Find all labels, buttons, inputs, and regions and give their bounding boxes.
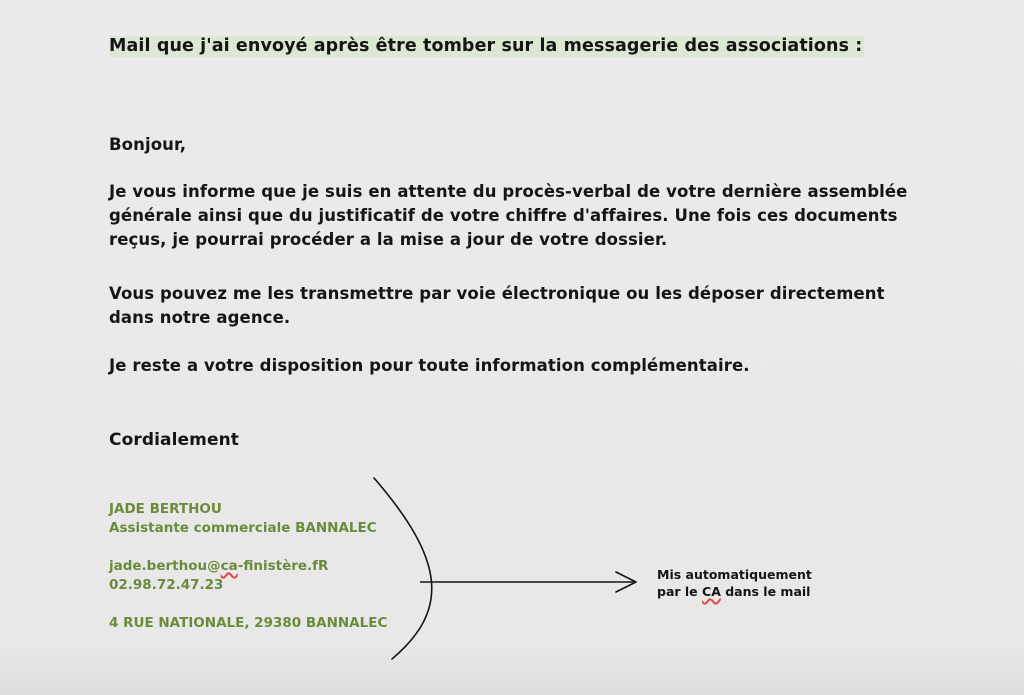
signature-address: 4 RUE NATIONALE, 29380 BANNALEC (109, 615, 388, 631)
signature-email-ca: ca (220, 558, 238, 574)
email-signature (109, 500, 387, 633)
annotation-ca: CA (702, 584, 721, 599)
signature-spacer (109, 538, 387, 557)
page-heading (109, 35, 864, 57)
email-greeting: Bonjour, (109, 135, 187, 154)
email-paragraph-2: Vous pouvez me les transmettre par voie électronique ou les déposer directement dans notre agence. (109, 284, 885, 327)
signature-phone: 02.98.72.47.23 (109, 577, 224, 593)
signature-email (109, 557, 387, 576)
signature-name: JADE BERTHOU (109, 501, 222, 517)
annotation-line-1: Mis automatiquement (657, 567, 812, 582)
email-paragraph-1: Je vous informe que je suis en attente du procès-verbal de votre dernière assemblée générale ainsi que du justificatif de votre chiffre d'affaires. Une fois ces documents reçus, je pourrai procéder a la mise a jour de votre dossier. (109, 182, 908, 249)
email-closing: Cordialement (109, 430, 240, 450)
annotation-line-2-suffix: dans le mail (720, 584, 811, 599)
annotation-line-2 (657, 583, 812, 600)
signature-spacer (109, 595, 387, 614)
signature-email-prefix: jade.berthou@ (109, 558, 221, 574)
heading-highlight: Mail que j'ai envoyé après être tomber sur la messagerie des associations : (109, 36, 863, 56)
email-paragraph-3: Je reste a votre disposition pour toute information complémentaire. (109, 356, 750, 375)
annotation-line-2-prefix: par le (657, 584, 703, 599)
annotation-note (657, 566, 812, 600)
signature-title: Assistante commerciale BANNALEC (109, 520, 377, 536)
signature-email-suffix: -finistère.fR (237, 558, 329, 574)
annotation-arrow-head (616, 572, 636, 592)
